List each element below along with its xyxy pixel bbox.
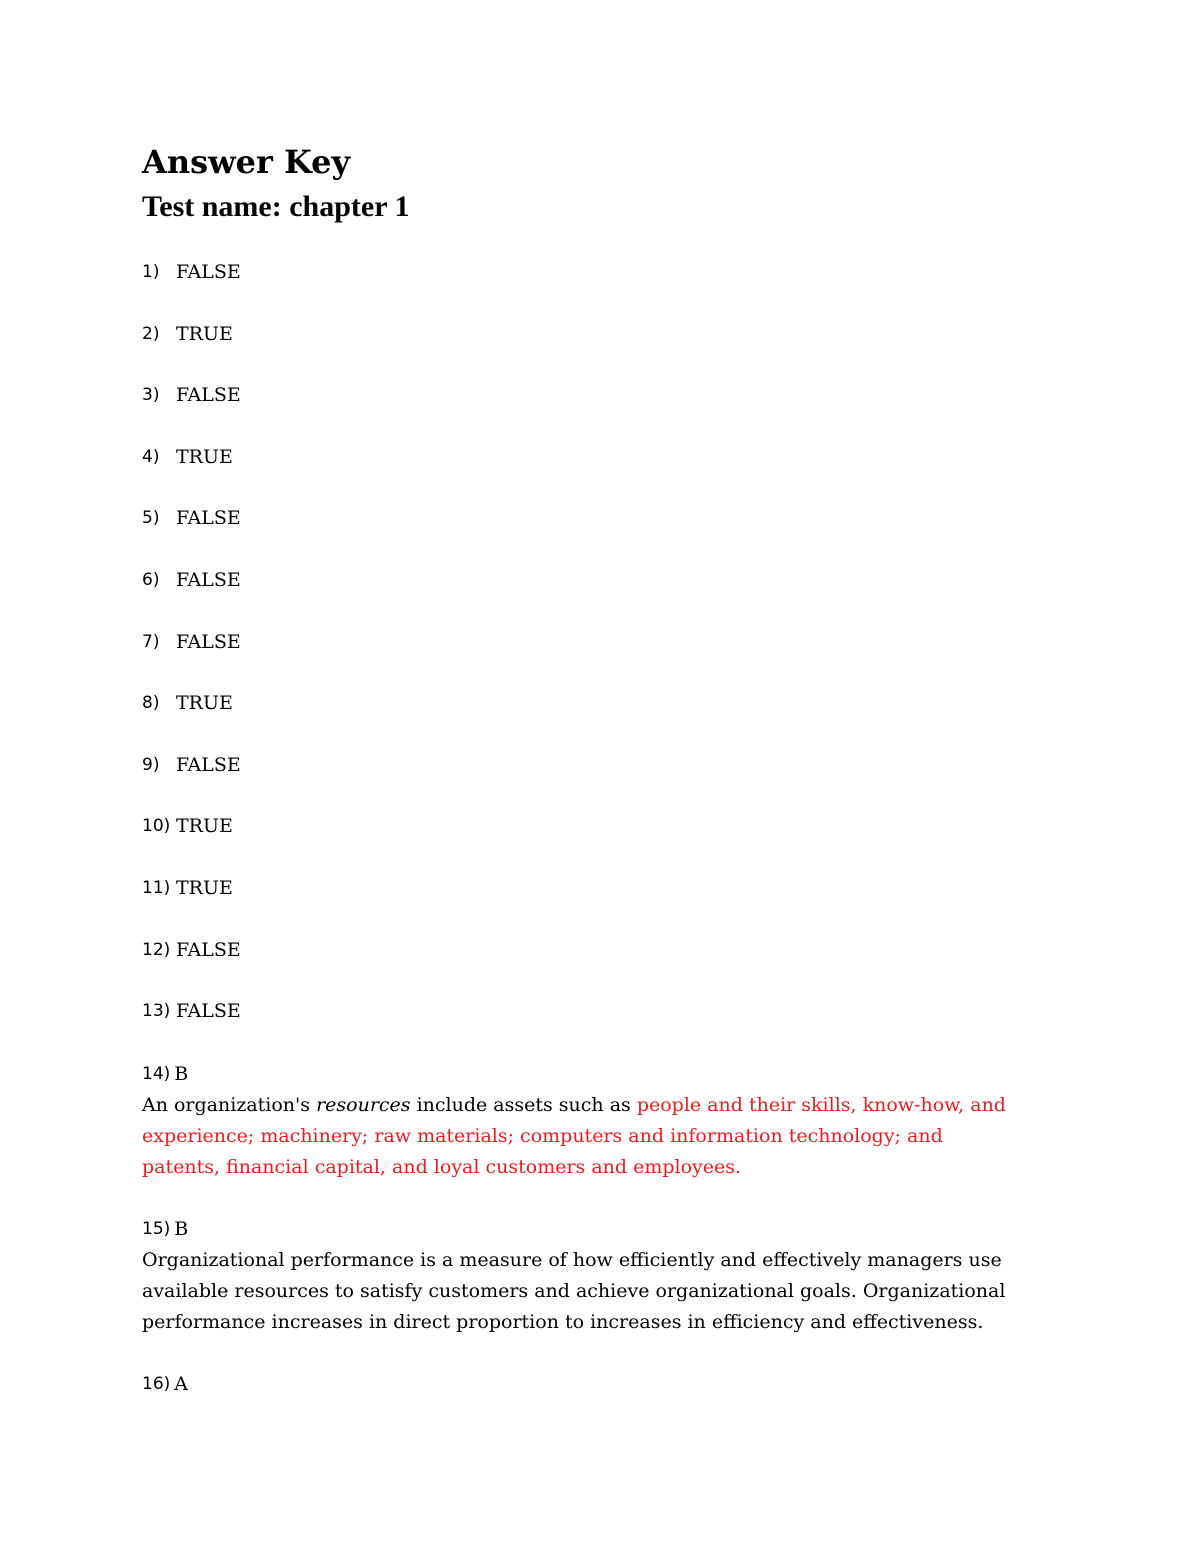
explanation-text: include assets such as [410, 1094, 637, 1116]
answer-item [142, 935, 1042, 997]
page-title: Answer Key [142, 143, 351, 181]
question-14-block [142, 1059, 1042, 1183]
true-false-answers [142, 257, 1042, 1058]
answer-item [142, 503, 1042, 565]
answer-item [142, 750, 1042, 812]
answer-item [142, 319, 1042, 381]
question-number: 4) [142, 446, 160, 467]
answer-item [142, 565, 1042, 627]
answer-value: TRUE [176, 692, 233, 715]
explanation-highlight: people and their skills, know-how, and experience; machinery; raw materials; computers and information technology; and patents, financial capital, and loyal customers and employees. [142, 1094, 1006, 1178]
answer-value: TRUE [176, 876, 233, 899]
explanation-emphasis: resources [316, 1094, 411, 1116]
answer-value: A [174, 1373, 188, 1395]
answer-explanation [142, 1090, 1022, 1183]
answer-item [142, 380, 1042, 442]
answer-value: FALSE [176, 1000, 241, 1023]
answer-value: FALSE [176, 630, 241, 653]
answer-item [142, 257, 1042, 319]
question-number: 11) [142, 877, 171, 898]
question-header [142, 1369, 1042, 1400]
answer-item [142, 873, 1042, 935]
question-15-block [142, 1214, 1042, 1338]
answer-value: TRUE [176, 445, 233, 468]
answer-item [142, 811, 1042, 873]
answer-value: B [174, 1063, 189, 1085]
question-header [142, 1214, 1042, 1245]
question-number: 6) [142, 569, 160, 590]
question-number: 5) [142, 508, 160, 529]
answer-value: FALSE [176, 507, 241, 530]
answer-item [142, 627, 1042, 689]
question-number: 2) [142, 323, 160, 344]
answer-value: FALSE [176, 938, 241, 961]
question-number: 13) [142, 1001, 171, 1022]
answer-value: TRUE [176, 815, 233, 838]
answer-value: B [174, 1218, 189, 1240]
question-number: 9) [142, 754, 160, 775]
question-header [142, 1059, 1042, 1090]
answer-item [142, 442, 1042, 504]
question-number: 14) [142, 1064, 171, 1084]
answer-value: TRUE [176, 322, 233, 345]
test-name: Test name: chapter 1 [142, 190, 410, 223]
answer-value: FALSE [176, 568, 241, 591]
question-number: 1) [142, 262, 160, 282]
answer-item [142, 688, 1042, 750]
answer-item [142, 996, 1042, 1058]
answer-explanation: Organizational performance is a measure of how efficiently and effectively managers use available resources to satisfy customers and achieve organizational goals. Organizational performance increases in direct proportion to increases in efficiency and effectiveness. [142, 1249, 1006, 1333]
answer-value: FALSE [176, 753, 241, 776]
question-number: 12) [142, 939, 171, 960]
answer-value: FALSE [176, 261, 241, 283]
question-number: 7) [142, 631, 160, 652]
question-16-block [142, 1369, 1042, 1400]
answer-value: FALSE [176, 384, 241, 407]
question-number: 16) [142, 1374, 171, 1394]
question-number: 10) [142, 816, 171, 837]
question-number: 3) [142, 385, 160, 406]
explanation-text: An organization's [142, 1094, 317, 1116]
question-number: 8) [142, 693, 160, 714]
question-number: 15) [142, 1219, 171, 1239]
